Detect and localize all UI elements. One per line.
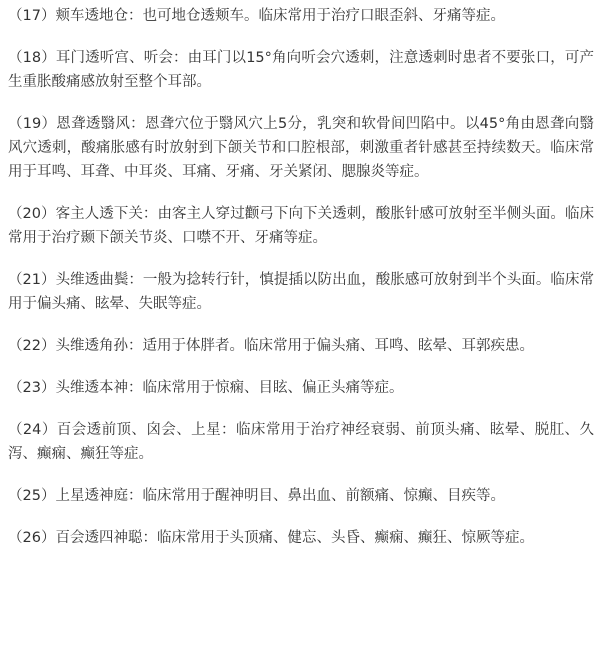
paragraph-23: （23）头维透本神：临床常用于惊痫、目眩、偏正头痛等症。	[8, 380, 404, 396]
paragraph-17: （17）颊车透地仓：也可地仓透颊车。临床常用于治疗口眼歪斜、牙痛等症。	[8, 8, 505, 24]
paragraph-18: （18）耳门透听宫、听会：由耳门以15°角向听会穴透刺，注意透刺时患者不要张口，可产生重胀酸痛感放射至整个耳部。	[8, 50, 594, 90]
paragraph-20: （20）客主人透下关：由客主人穿过颧弓下向下关透刺，酸胀针感可放射至半侧头面。临床常用于治疗颞下颌关节炎、口噤不开、牙痛等症。	[8, 206, 594, 246]
paragraph-21: （21）头维透曲鬓：一般为捻转行针，慎提插以防出血，酸胀感可放射到半个头面。临床常用于偏头痛、眩晕、失眠等症。	[8, 272, 594, 312]
paragraph-22: （22）头维透角孙：适用于体胖者。临床常用于偏头痛、耳鸣、眩晕、耳郭疾患。	[8, 338, 534, 354]
paragraph-26: （26）百会透四神聪：临床常用于头顶痛、健忘、头昏、癫痫、癫狂、惊厥等症。	[8, 530, 534, 546]
paragraph-24: （24）百会透前顶、囟会、上星：临床常用于治疗神经衰弱、前顶头痛、眩晕、脱肛、久泻、癫痫、癫狂等症。	[8, 422, 594, 462]
paragraph-25: （25）上星透神庭：临床常用于醒神明目、鼻出血、前额痛、惊癫、目疾等。	[8, 488, 505, 504]
paragraph-19: （19）恩聋透翳风：恩聋穴位于翳风穴上5分，乳突和软骨间凹陷中。以45°角由恩聋向翳风穴透刺，酸痛胀感有时放射到下颌关节和口腔根部，刺激重者针感甚至持续数天。临床常用于耳鸣、耳聋、中耳炎、耳痛、牙痛、牙关紧闭、腮腺炎等症。	[8, 116, 594, 180]
